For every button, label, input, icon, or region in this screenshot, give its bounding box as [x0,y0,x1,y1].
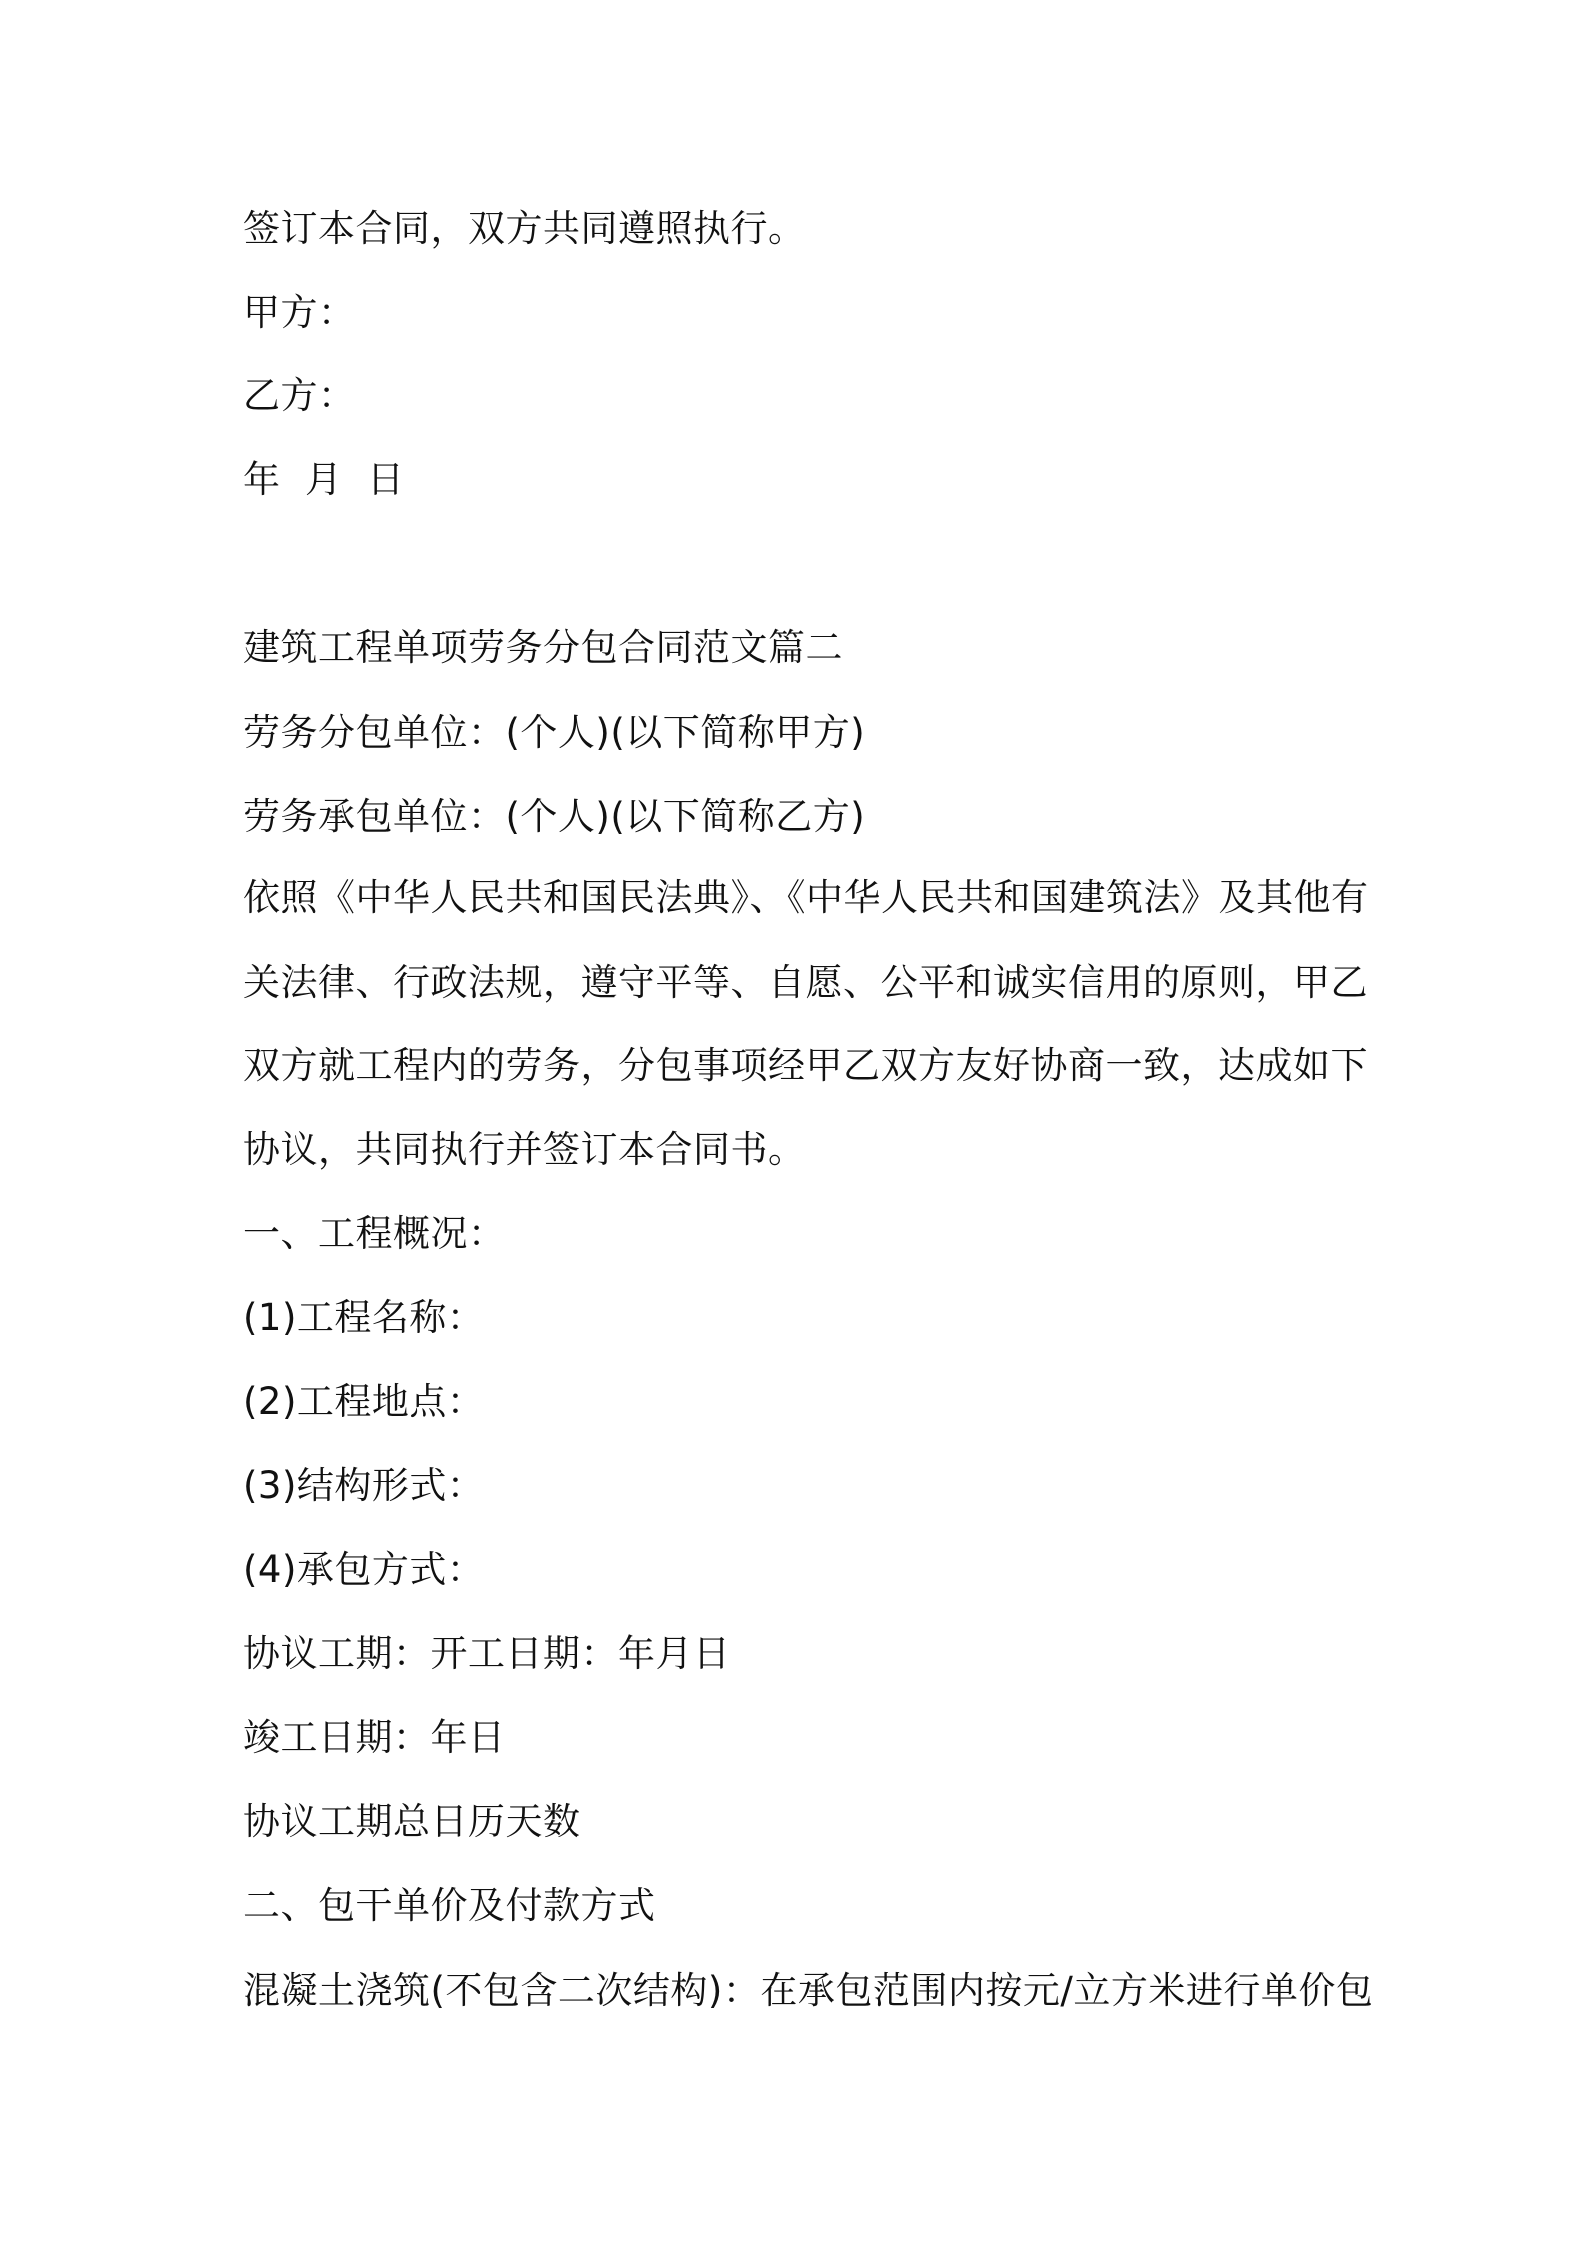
project-name-item: (1)工程名称： [243,1296,485,1339]
date-line: 年 月 日 [243,458,405,501]
paragraph-line: 关法律、行政法规，遵守平等、自愿、公平和诚实信用的原则，甲乙 [243,961,1368,1004]
contract-method-item: (4)承包方式： [243,1548,485,1591]
closing-sentence: 签订本合同，双方共同遵照执行。 [243,207,806,250]
heading-project-overview: 一、工程概况： [243,1212,506,1255]
paragraph-line: 协议，共同执行并签订本合同书。 [243,1128,806,1171]
contractor-line: 劳务承包单位：(个人)(以下简称乙方) [243,795,866,838]
subcontractor-line: 劳务分包单位：(个人)(以下简称甲方) [243,711,866,754]
section-title: 建筑工程单项劳务分包合同范文篇二 [243,626,843,669]
project-location-item: (2)工程地点： [243,1380,485,1423]
start-date-line: 协议工期：开工日期：年月日 [243,1632,731,1675]
total-days-line: 协议工期总日历天数 [243,1800,581,1843]
concrete-pricing-line: 混凝土浇筑(不包含二次结构)：在承包范围内按元/立方米进行单价包 [243,1969,1374,2012]
party-b-signature-label: 乙方： [243,374,356,417]
heading-price-payment: 二、包干单价及付款方式 [243,1884,656,1927]
completion-date-line: 竣工日期：年日 [243,1716,506,1759]
structure-form-item: (3)结构形式： [243,1464,485,1507]
party-a-signature-label: 甲方： [243,291,356,334]
paragraph-line: 双方就工程内的劳务，分包事项经甲乙双方友好协商一致，达成如下 [243,1044,1368,1087]
paragraph-line: 依照《中华人民共和国民法典》、《中华人民共和国建筑法》及其他有 [243,876,1369,919]
